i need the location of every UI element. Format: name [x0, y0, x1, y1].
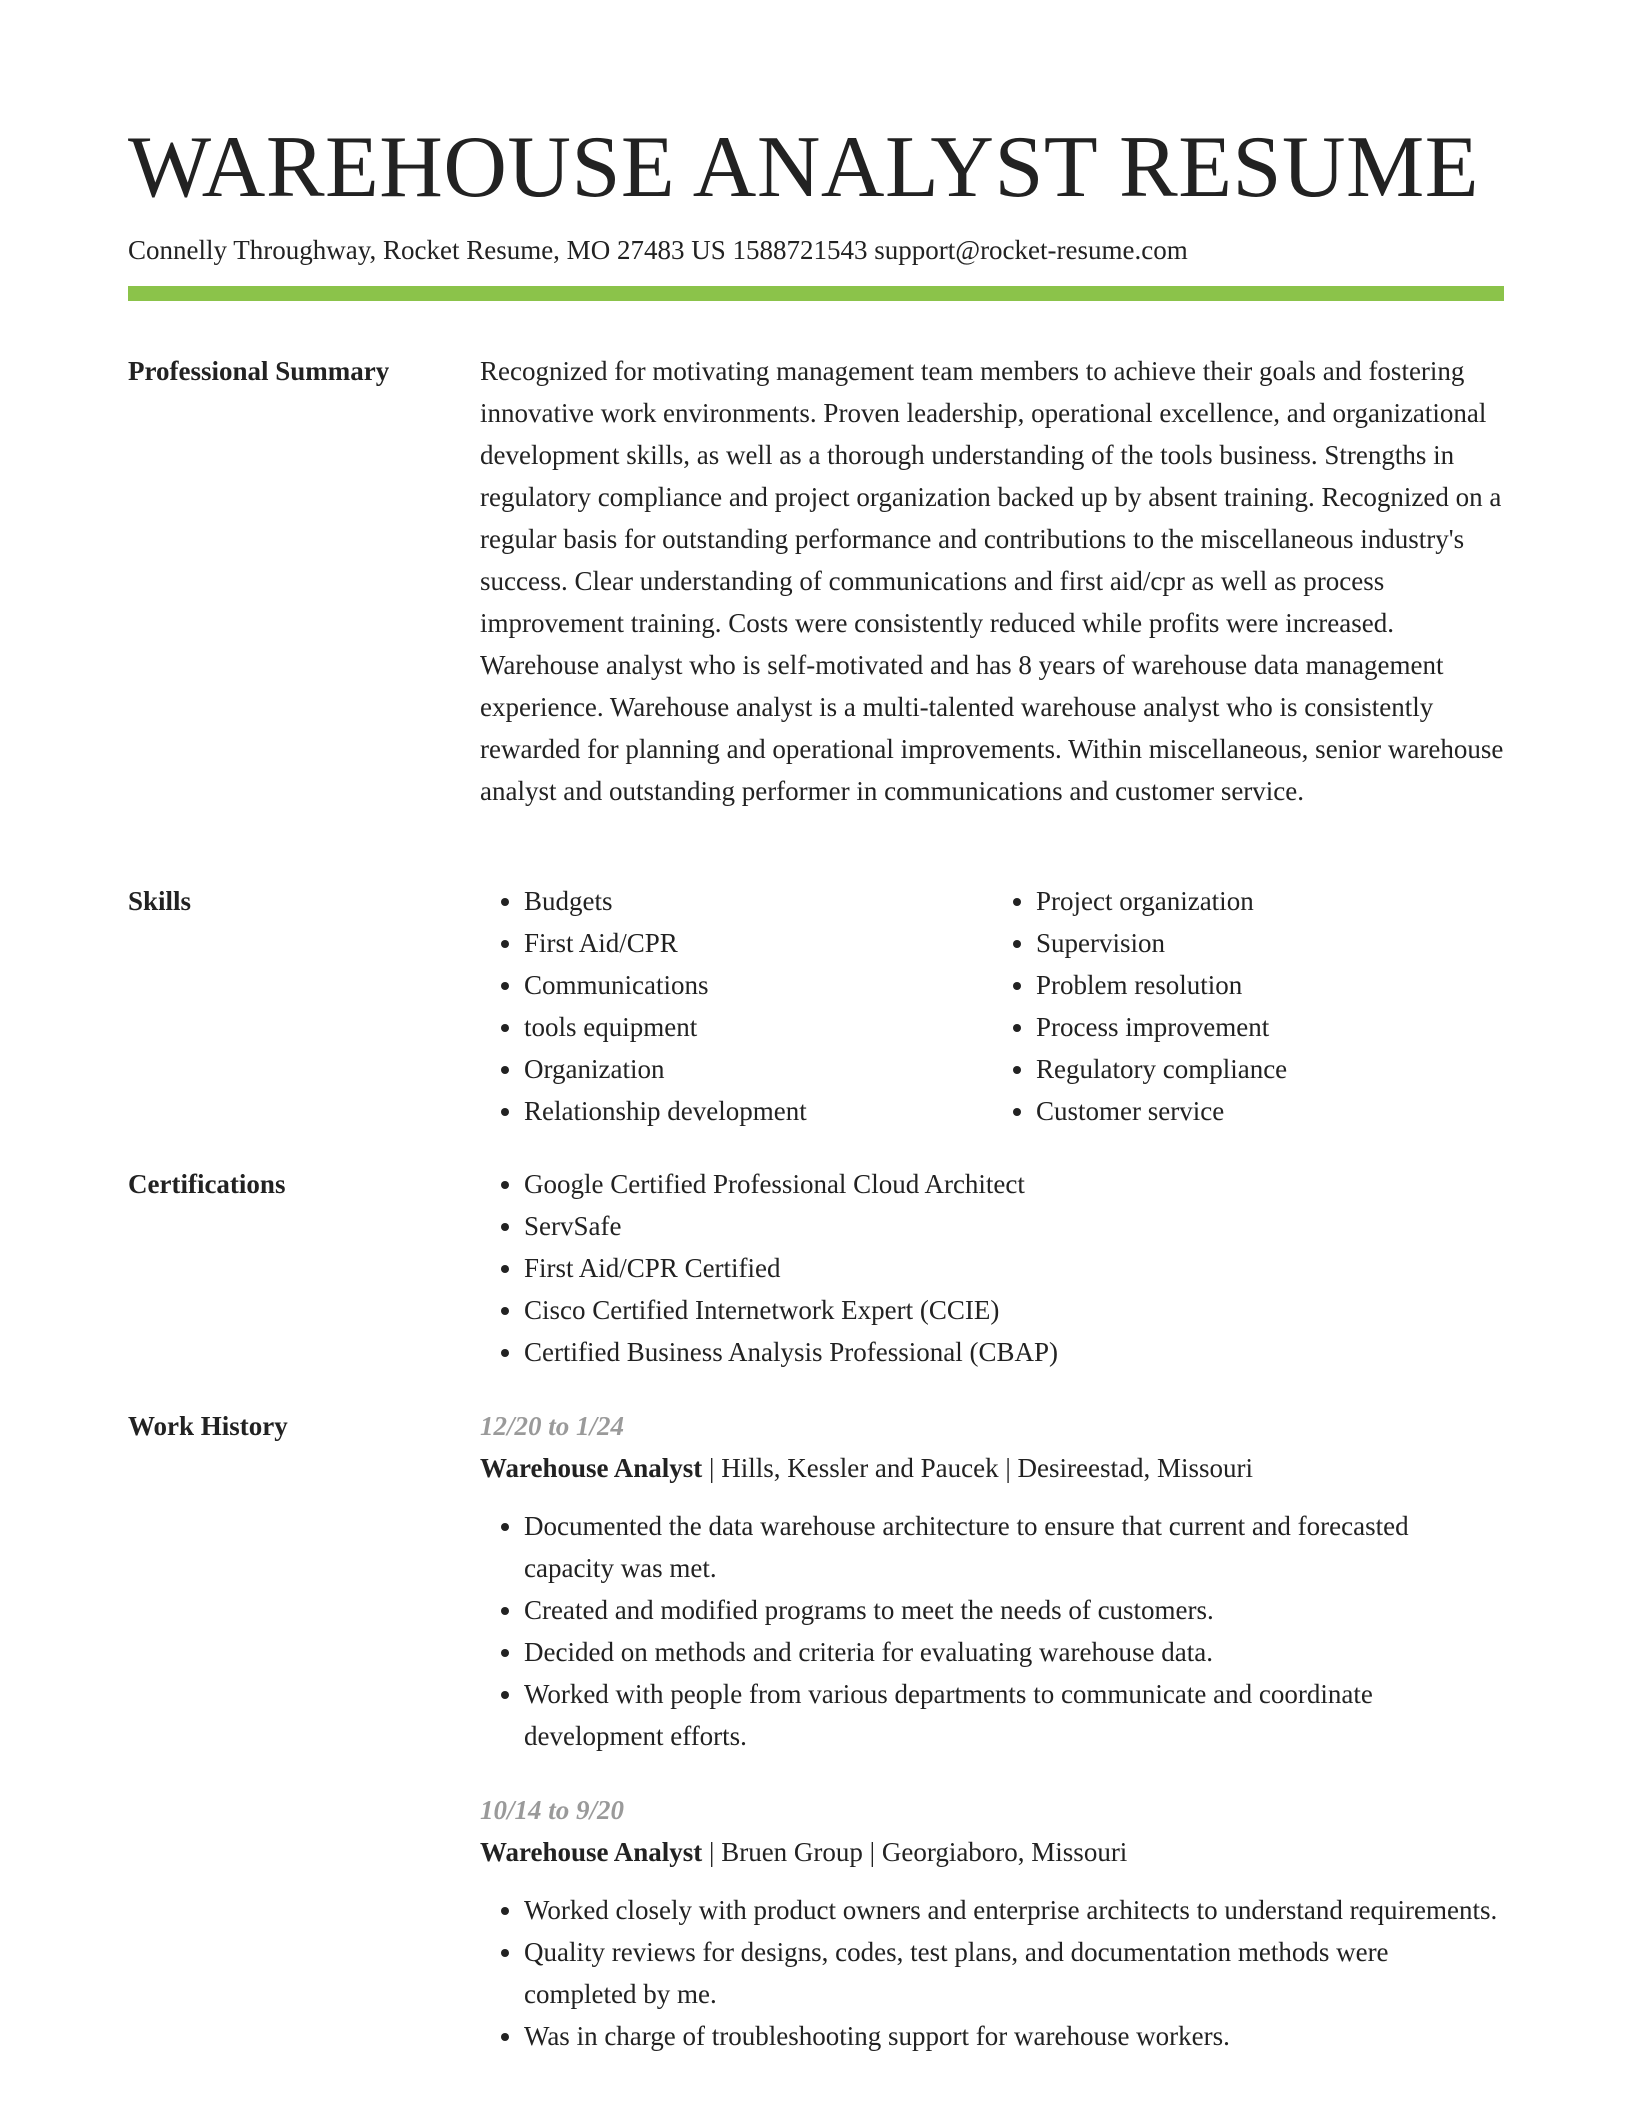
- job-bullet: • Created and modified programs to meet the needs of customers.: [524, 1589, 1504, 1631]
- skill-item: • Communications: [524, 964, 992, 1006]
- job-header: [480, 1831, 1504, 1873]
- certification-item: • ServSafe: [524, 1205, 1504, 1247]
- contact-line: Connelly Throughway, Rocket Resume, MO 27483 US 1588721543 support@rocket-resume.com: [128, 235, 1188, 265]
- job-entry: [480, 1789, 1504, 2057]
- certification-item: • Google Certified Professional Cloud Architect: [524, 1163, 1504, 1205]
- skill-item: • Customer service: [1036, 1090, 1504, 1132]
- job-bullets: [480, 1889, 1504, 2057]
- job-date: 12/20 to 1/24: [480, 1411, 625, 1441]
- job-bullet: • Decided on methods and criteria for evaluating warehouse data.: [524, 1631, 1504, 1673]
- skill-item: • Project organization: [1036, 880, 1504, 922]
- job-details: | Bruen Group | Georgiaboro, Missouri: [702, 1837, 1128, 1867]
- job-entry: [480, 1405, 1504, 1757]
- summary-text: Recognized for motivating management team members to achieve their goals and fostering innovative work environments. Proven leadership, operational excellence, and organizational development skills, as well as a thorough understanding of the tools business. Strengths in regulatory compliance and project organization backed up by absent training. Recognized on a regular basis for outstanding performance and contributions to the miscellaneous industry's success. Clear understanding of communications and first aid/cpr as well as process improvement training. Costs were consistently reduced while profits were increased. Warehouse analyst who is self-motivated and has 8 years of warehouse data management experience. Warehouse analyst is a multi-talented warehouse analyst who is consistently rewarded for planning and operational improvements. Within miscellaneous, senior warehouse analyst and outstanding performer in communications and customer service.: [480, 356, 1504, 806]
- job-bullet: • Quality reviews for designs, codes, test plans, and documentation methods were completed by me.: [524, 1931, 1504, 2015]
- accent-divider: [128, 286, 1504, 301]
- skill-item: • Regulatory compliance: [1036, 1048, 1504, 1090]
- job-date: 10/14 to 9/20: [480, 1795, 625, 1825]
- skill-item: • Relationship development: [524, 1090, 992, 1132]
- skill-item: • First Aid/CPR: [524, 922, 992, 964]
- skill-item: • Budgets: [524, 880, 992, 922]
- job-bullet: • Was in charge of troubleshooting support for warehouse workers.: [524, 2015, 1504, 2057]
- certifications-list: [480, 1163, 1504, 1373]
- skill-item: • Supervision: [1036, 922, 1504, 964]
- resume-title: WAREHOUSE ANALYST RESUME: [128, 119, 1479, 216]
- job-title: Warehouse Analyst: [480, 1453, 703, 1483]
- skill-item: • Process improvement: [1036, 1006, 1504, 1048]
- section-label-skills: Skills: [128, 886, 192, 916]
- job-title: Warehouse Analyst: [480, 1837, 703, 1867]
- skills-list-left: [480, 880, 992, 1132]
- job-details: | Hills, Kessler and Paucek | Desireestad, Missouri: [702, 1453, 1254, 1483]
- job-bullet: • Worked closely with product owners and enterprise architects to understand requirements.: [524, 1889, 1504, 1931]
- skill-item: • Organization: [524, 1048, 992, 1090]
- skills-list-right: [992, 880, 1504, 1132]
- skill-item: • Problem resolution: [1036, 964, 1504, 1006]
- skill-item: • tools equipment: [524, 1006, 992, 1048]
- certification-item: • Cisco Certified Internetwork Expert (CCIE): [524, 1289, 1504, 1331]
- section-label-work-history: Work History: [128, 1411, 288, 1441]
- job-bullets: [480, 1505, 1504, 1757]
- job-bullet: • Documented the data warehouse architecture to ensure that current and forecasted capacity was met.: [524, 1505, 1504, 1589]
- job-bullet: • Worked with people from various departments to communicate and coordinate development efforts.: [524, 1673, 1504, 1757]
- certification-item: • First Aid/CPR Certified: [524, 1247, 1504, 1289]
- job-header: [480, 1447, 1504, 1489]
- certification-item: • Certified Business Analysis Professional (CBAP): [524, 1331, 1504, 1373]
- section-label-summary: Professional Summary: [128, 356, 390, 386]
- section-label-certifications: Certifications: [128, 1169, 286, 1199]
